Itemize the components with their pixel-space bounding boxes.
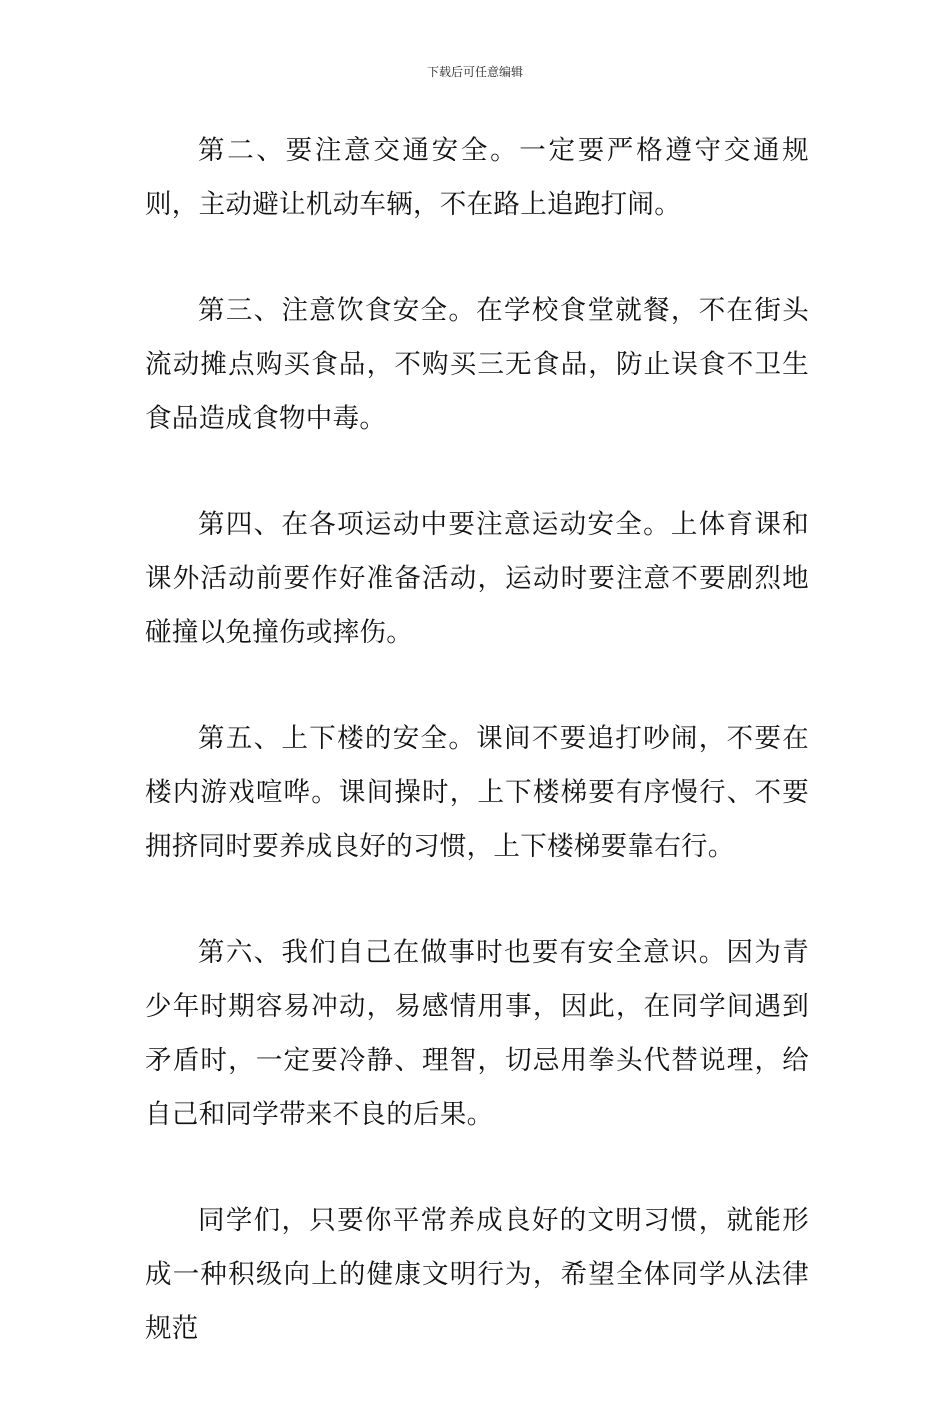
document-body <box>145 124 809 1408</box>
paragraph-closing: 同学们，只要你平常养成良好的文明习惯，就能形成一种积级向上的健康文明行为，希望全体同学从法律规范 <box>145 1205 809 1344</box>
page-header: 下载后可任意编辑 <box>426 65 523 79</box>
paragraph-self-awareness: 第六、我们自己在做事时也要有安全意识。因为青少年时期容易冲动，易感情用事，因此，在同学间遇到矛盾时，一定要冷静、理智，切忌用拳头代替说理，给自己和同学带来不良的后果。 <box>145 937 809 1130</box>
paragraph-traffic-safety: 第二、要注意交通安全。一定要严格遵守交通规则，主动避让机动车辆，不在路上追跑打闹。 <box>145 135 809 220</box>
paragraph-food-safety: 第三、注意饮食安全。在学校食堂就餐，不在街头流动摊点购买食品，不购买三无食品，防止误食不卫生食品造成食物中毒。 <box>145 295 809 434</box>
paragraph-sports-safety: 第四、在各项运动中要注意运动安全。上体育课和课外活动前要作好准备活动，运动时要注意不要剧烈地碰撞以免撞伤或摔伤。 <box>145 509 809 648</box>
paragraph-stairs-safety: 第五、上下楼的安全。课间不要追打吵闹，不要在楼内游戏喧哗。课间操时，上下楼梯要有序慢行、不要拥挤同时要养成良好的习惯，上下楼梯要靠右行。 <box>145 723 809 862</box>
